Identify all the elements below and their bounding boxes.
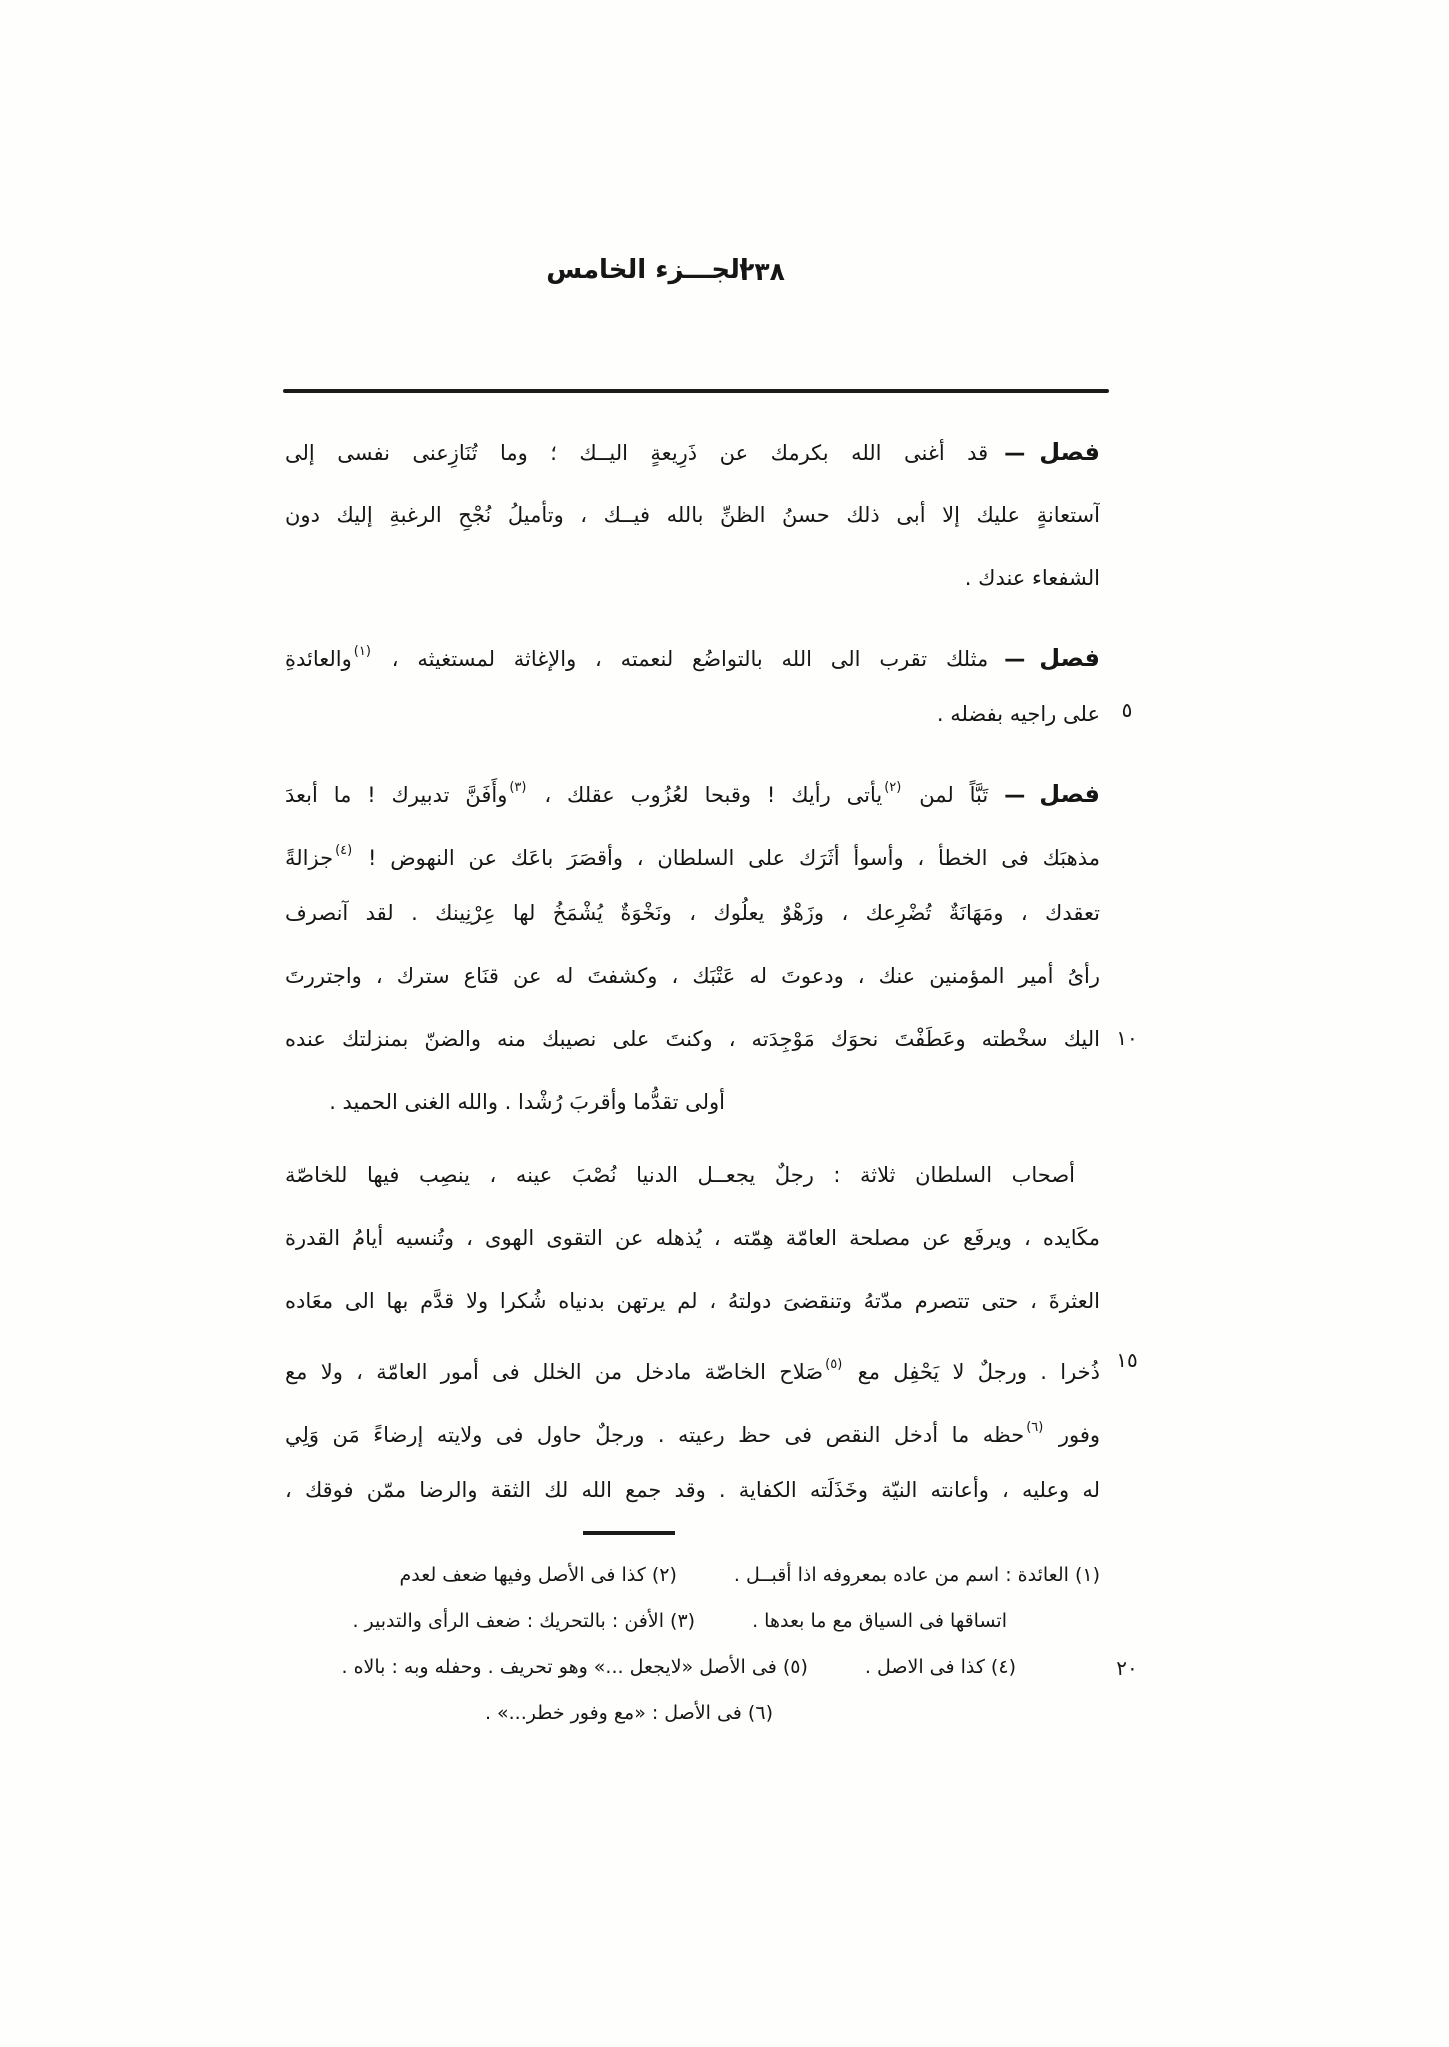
body-text bbox=[285, 421, 1100, 1532]
margin-line-number: ٥ bbox=[1121, 698, 1133, 722]
text-line: مكَايده ، ويرفَع عن مصلحة العامّة هِمّته ، يُذهله عن التقوى الهوى ، وتُنسيه أيامُ القدرة bbox=[285, 1226, 1100, 1250]
text-line: أولى تقدُّما وأقربَ رُشْدا . والله الغنى الحميد . bbox=[329, 1090, 725, 1114]
margin-line-number: ١٠ bbox=[1116, 1026, 1138, 1050]
paragraph bbox=[285, 1144, 1100, 1522]
footnote-marker: (٣) bbox=[509, 780, 527, 795]
text-line: رأىُ أمير المؤمنين عنك ، ودعوتَ له عَتْبَك ، وكشفتَ له عن قنَاع سترك ، واجتررتَ bbox=[285, 964, 1100, 988]
text-line: وفور $^{(٦)}$حظه ما أدخل النقص فى حظ رعيته . ورجلٌ حاول فى ولايته إرضاءً مَن وَلِي bbox=[285, 1420, 1100, 1447]
text-line: أصحاب السلطان ثلاثة : رجلٌ يجعــل الدنيا نُصْبَ عينه ، ينصِب فيها للخاصّة bbox=[285, 1163, 1075, 1187]
section-dash: — bbox=[1004, 647, 1026, 671]
text-line: له وعليه ، وأعانته النيّة وخَذَلَته الكفاية . وقد جمع الله لك الثقة والرضا ممّن فوقك ، bbox=[285, 1478, 1100, 1502]
footnote-marker: (٥) bbox=[825, 1357, 843, 1372]
footnote-separator bbox=[583, 1531, 675, 1535]
section-word: فصل bbox=[1039, 780, 1100, 808]
footnote-line: (٦) فى الأصل : «مع وفور خطر...» . bbox=[484, 1702, 773, 1724]
paragraph bbox=[285, 620, 1100, 746]
section-word: فصل bbox=[1039, 644, 1100, 672]
footnote-marker: (٢) bbox=[884, 780, 902, 795]
text-line: الشفعاء عندك . bbox=[964, 566, 1100, 590]
section-dash: — bbox=[1004, 783, 1026, 807]
footnote-line: (٤) كذا فى الاصل . (٥) فى الأصل «لايجعل ...» وهو تحريف . وحفله وبه : بالاه . bbox=[341, 1656, 1016, 1678]
text-line: اليك سخْطته وعَطَفْتَ نحوَك مَوْجِدَته ، وكنتَ على نصيبك منه والضنّ بمنزلتك عنده bbox=[285, 1027, 1100, 1051]
footnote-line: (١) العائدة : اسم من عاده بمعروفه اذا أقبــل . (٢) كذا فى الأصل وفيها ضعف لعدم bbox=[399, 1564, 1100, 1586]
footnotes bbox=[285, 1552, 1100, 1736]
text-line: مذهبَك فى الخطأ ، وأسوأ أثَرَك على السلطان ، وأقصَرَ باعَك عن النهوض ! $^{(٤)}$جزالةً bbox=[285, 843, 1100, 870]
section-word: فصل bbox=[1039, 438, 1100, 466]
margin-line-number: ٢٠ bbox=[1116, 1656, 1138, 1680]
header-volume-title: الجـــزء الخامس bbox=[546, 255, 749, 285]
paragraph bbox=[285, 756, 1100, 1134]
header-page-number: ٢٣٨ bbox=[739, 257, 785, 286]
header-rule bbox=[283, 389, 1109, 393]
margin-line-number: ١٥ bbox=[1116, 1348, 1138, 1372]
text-line: ذُخرا . ورجلٌ لا يَحْفِل مع $^{(٥)}$صَلاح الخاصّة مادخل من الخلل فى أمور العامّة ، ولا مع bbox=[285, 1357, 1100, 1384]
text-line: آستعانةٍ عليك إلا أبى ذلك حسنُ الظنِّ بالله فيــك ، وتأميلُ نُجْحِ الرغبةِ إليك دون bbox=[285, 503, 1100, 527]
footnote-marker: (١) bbox=[353, 644, 371, 659]
footnote-marker: (٤) bbox=[335, 843, 353, 858]
text-line: فصل—تَبَّاً لمن $^{(٢)}$يأتى رأيك ! وقبحا لعُزُوب عقلك ، $^{(٣)}$وأَفَنَّ تدبيرك ! ما أبعدَ bbox=[285, 780, 1100, 808]
text-line: تعقدك ، ومَهَانَةٌ تُضْرِعك ، وزَهْوٌ يعلُوك ، ونَخْوَةٌ يُشْمَخُ لها عِرْنِينك . لقد آنصرف bbox=[285, 901, 1100, 925]
text-line: فصل—قد أغنى الله بكرمك عن ذَرِيعةٍ اليــك ؛ وما تُنَازِعنى نفسى إلى bbox=[285, 438, 1100, 466]
section-dash: — bbox=[1004, 441, 1026, 465]
footnote-line: اتساقها فى السياق مع ما بعدها . (٣) الأفن : بالتحريك : ضعف الرأى والتدبير . bbox=[352, 1610, 1007, 1632]
footnote-marker: (٦) bbox=[1026, 1420, 1044, 1435]
text-line: على راجيه بفضله . bbox=[936, 702, 1100, 726]
paragraph bbox=[285, 421, 1100, 610]
text-line: فصل—مثلك تقرب الى الله بالتواضُع لنعمته ، والإغاثة لمستغيثه ، $^{(١)}$والعائدةِ bbox=[285, 644, 1100, 672]
text-line: العثرةَ ، حتى تتصرم مدّتهُ وتنقضىَ دولتهُ ، لم يرتهن بدنياه شُكرا ولا قدَّم بها الى معَاده bbox=[285, 1289, 1100, 1313]
